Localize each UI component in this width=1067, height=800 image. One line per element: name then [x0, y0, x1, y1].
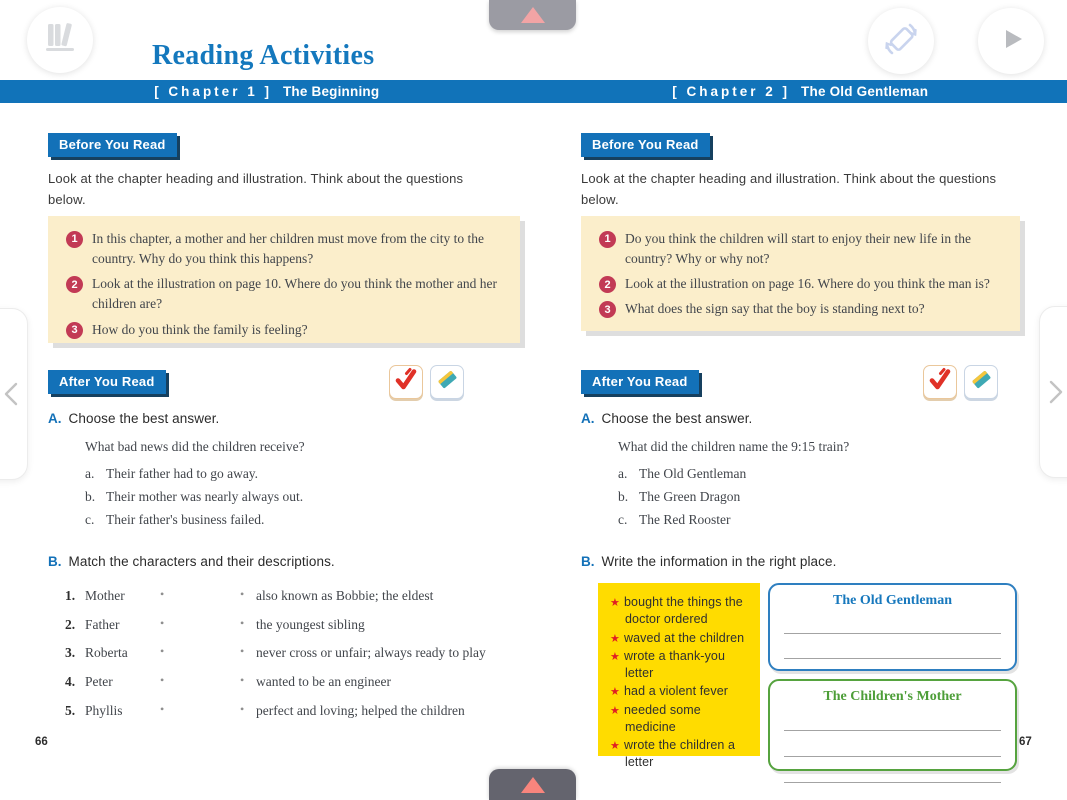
left-page: [48, 103, 520, 771]
section-letter: B.: [48, 554, 62, 570]
option-letter: a.: [618, 465, 628, 481]
word-bank-item: [610, 594, 752, 627]
answer-boxes: [768, 583, 1017, 771]
word-bank-item: [610, 683, 752, 700]
match-dot-right[interactable]: [240, 615, 252, 635]
right-page-number: 67: [1019, 736, 1032, 748]
spread-content: [0, 103, 1067, 771]
top-toolbar-tab[interactable]: [489, 0, 576, 30]
star-icon: ★: [610, 632, 620, 645]
option-letter: c.: [618, 512, 628, 528]
check-answers-icon: [927, 366, 953, 397]
answer-line[interactable]: [784, 609, 1001, 634]
mcq-options: [48, 462, 520, 532]
previous-page-button[interactable]: [0, 308, 28, 480]
match-name: Phyllis: [85, 702, 123, 718]
check-answers-button[interactable]: [923, 365, 957, 399]
option-text: The Old Gentleman: [639, 465, 747, 481]
mcq-option-b[interactable]: [48, 485, 520, 508]
word-bank-text: waved at the children: [623, 630, 745, 645]
chapter-2-heading: [534, 80, 1067, 103]
word-bank-item: [610, 737, 752, 770]
match-dot-right[interactable]: [240, 586, 252, 606]
sorting-exercise: [581, 583, 1020, 771]
question-text: Do you think the children will start to enjoy their new life in the country? Why or why not?: [625, 230, 972, 266]
question-number-badge: 3: [599, 301, 616, 318]
chapter-bar: [0, 80, 1067, 103]
match-dot-left[interactable]: [160, 643, 172, 663]
library-button[interactable]: [27, 7, 93, 73]
library-books-icon: [40, 18, 80, 63]
section-letter: A.: [48, 410, 62, 426]
answer-box-title: The Old Gentleman: [832, 593, 952, 609]
word-bank-text: bought the things the doctor ordered: [623, 595, 743, 626]
matching-exercise: [48, 586, 520, 720]
page-title: Reading Activities: [152, 40, 375, 71]
star-icon: ★: [610, 597, 620, 610]
eraser-icon: [434, 366, 460, 397]
star-icon: ★: [610, 705, 620, 717]
match-number: 2.: [65, 616, 76, 632]
before-you-read-badge: Before You Read: [581, 133, 710, 157]
word-bank-text: had a violent fever: [623, 684, 729, 699]
chevron-right-icon: [1046, 370, 1066, 414]
match-description: the youngest sibling: [256, 616, 365, 632]
question-text: Look at the illustration on page 16. Where do you think the man is?: [625, 276, 990, 292]
question-row: [66, 229, 506, 270]
eraser-icon: [968, 366, 994, 397]
section-b-heading: [581, 554, 1020, 569]
match-number: 5.: [65, 702, 76, 718]
mcq-option-c[interactable]: [48, 508, 520, 531]
play-icon: [996, 24, 1026, 59]
eraser-button[interactable]: [430, 365, 464, 399]
section-prompt: Match the characters and their descriptions.: [68, 554, 335, 570]
mcq-option-a[interactable]: [48, 462, 520, 485]
question-number-badge: 2: [599, 276, 616, 293]
before-instructions: Look at the chapter heading and illustration. Think about the questions below.: [581, 171, 997, 207]
chapter-2-title: The Old Gentleman: [801, 84, 929, 99]
match-dot-left[interactable]: [160, 701, 172, 721]
before-you-read-badge: Before You Read: [48, 133, 177, 157]
chapter-1-heading: [0, 80, 534, 103]
mcq-option-a[interactable]: [581, 462, 1020, 485]
match-dot-left[interactable]: [160, 586, 172, 606]
question-row: [599, 229, 1006, 270]
question-row: [66, 320, 506, 340]
section-letter: A.: [581, 410, 595, 426]
chapter-2-label: [ Chapter 2 ]: [672, 84, 791, 99]
match-row: [65, 701, 520, 721]
star-icon: ★: [610, 651, 620, 664]
question-text: How do you think the family is feeling?: [92, 321, 308, 337]
mcq-question: What did the children name the 9:15 train?: [618, 438, 850, 454]
match-dot-right[interactable]: [240, 643, 252, 663]
mcq-question: What bad news did the children receive?: [85, 438, 305, 454]
match-dot-right[interactable]: [240, 701, 252, 721]
before-questions-box: [581, 216, 1020, 331]
section-a-heading: [581, 411, 1020, 426]
question-number-badge: 1: [66, 231, 83, 248]
option-letter: b.: [85, 488, 96, 504]
up-arrow-icon: [521, 7, 545, 23]
rotate-screen-button[interactable]: [868, 8, 934, 74]
before-questions-box: [48, 216, 520, 343]
question-number-badge: 3: [66, 322, 83, 339]
section-a-heading: [48, 411, 520, 426]
question-text: Look at the illustration on page 10. Where do you think the mother and her children are?: [92, 276, 498, 312]
after-you-read-row: [48, 365, 520, 399]
word-bank-item: [610, 702, 752, 735]
option-letter: c.: [85, 512, 95, 528]
word-bank: [598, 583, 760, 769]
question-number-badge: 2: [66, 276, 83, 293]
chapter-1-label: [ Chapter 1 ]: [154, 84, 272, 99]
after-you-read-badge: After You Read: [581, 370, 699, 394]
section-letter: B.: [581, 554, 595, 570]
star-icon: ★: [610, 740, 620, 753]
chevron-left-icon: [1, 372, 21, 416]
match-number: 1.: [65, 588, 76, 604]
chapter-1-title: The Beginning: [282, 84, 380, 99]
mcq-options: [581, 462, 1020, 532]
word-bank-item: [610, 648, 752, 681]
option-text: The Green Dragon: [639, 488, 741, 504]
question-number-badge: 1: [599, 231, 616, 248]
option-text: Their mother was nearly always out.: [106, 488, 304, 504]
word-bank-text: needed some medicine: [623, 703, 701, 734]
bottom-toolbar-tab[interactable]: [489, 769, 576, 800]
answer-line[interactable]: [784, 634, 1001, 659]
word-bank-item: [610, 630, 752, 647]
star-icon: ★: [610, 686, 620, 699]
activity-tools: [389, 365, 464, 399]
option-text: Their father's business failed.: [106, 512, 265, 528]
section-prompt: Choose the best answer.: [601, 410, 753, 426]
match-number: 3.: [65, 645, 76, 661]
mcq-option-b[interactable]: [581, 485, 1020, 508]
word-bank-text: wrote a thank-you letter: [623, 649, 726, 680]
section-b-heading: [48, 554, 520, 569]
section-prompt: Choose the best answer.: [68, 410, 220, 426]
match-name: Mother: [85, 588, 125, 604]
option-letter: a.: [85, 465, 95, 481]
match-dot-right[interactable]: [240, 672, 252, 692]
match-description: never cross or unfair; always ready to play: [256, 645, 486, 661]
option-letter: b.: [618, 488, 629, 504]
match-number: 4.: [65, 673, 76, 689]
answer-box-childrens-mother: [768, 679, 1017, 771]
match-dot-left[interactable]: [160, 615, 172, 635]
check-answers-icon: [393, 366, 419, 397]
match-description: perfect and loving; helped the children: [256, 702, 465, 718]
left-page-number: 66: [35, 736, 48, 748]
right-page: [581, 103, 1020, 771]
play-button[interactable]: [978, 8, 1044, 74]
eraser-button[interactable]: [964, 365, 998, 399]
rotate-device-icon: [879, 17, 923, 66]
check-answers-button[interactable]: [389, 365, 423, 399]
match-name: Father: [85, 616, 120, 632]
up-arrow-icon: [521, 777, 545, 793]
answer-line[interactable]: [784, 705, 1001, 731]
word-bank-text: wrote the children a letter: [623, 738, 736, 769]
match-dot-left[interactable]: [160, 672, 172, 692]
question-text: What does the sign say that the boy is standing next to?: [625, 301, 925, 317]
answer-box-old-gentleman: [768, 583, 1017, 671]
question-row: [599, 274, 1006, 294]
match-name: Peter: [85, 673, 113, 689]
section-prompt: Write the information in the right place.: [601, 554, 837, 570]
next-page-button[interactable]: [1039, 306, 1067, 478]
before-instructions: Look at the chapter heading and illustration. Think about the questions below.: [48, 171, 464, 207]
answer-box-title: The Children's Mother: [823, 689, 962, 705]
question-text: In this chapter, a mother and her children must move from the city to the country. Why do you think this happens?: [92, 230, 484, 266]
match-description: wanted to be an engineer: [256, 673, 391, 689]
mcq-option-c[interactable]: [581, 508, 1020, 531]
question-row: [599, 299, 1006, 319]
option-text: Their father had to go away.: [106, 465, 259, 481]
match-description: also known as Bobbie; the eldest: [256, 588, 434, 604]
after-you-read-row: [581, 365, 1020, 399]
after-you-read-badge: After You Read: [48, 370, 166, 394]
match-row: [65, 615, 520, 635]
answer-line[interactable]: [784, 731, 1001, 757]
answer-line[interactable]: [784, 757, 1001, 783]
match-row: [65, 643, 520, 663]
match-name: Roberta: [85, 645, 128, 661]
question-row: [66, 274, 506, 315]
match-row: [65, 672, 520, 692]
option-text: The Red Rooster: [639, 512, 731, 528]
activity-tools: [923, 365, 998, 399]
match-row: [65, 586, 520, 606]
